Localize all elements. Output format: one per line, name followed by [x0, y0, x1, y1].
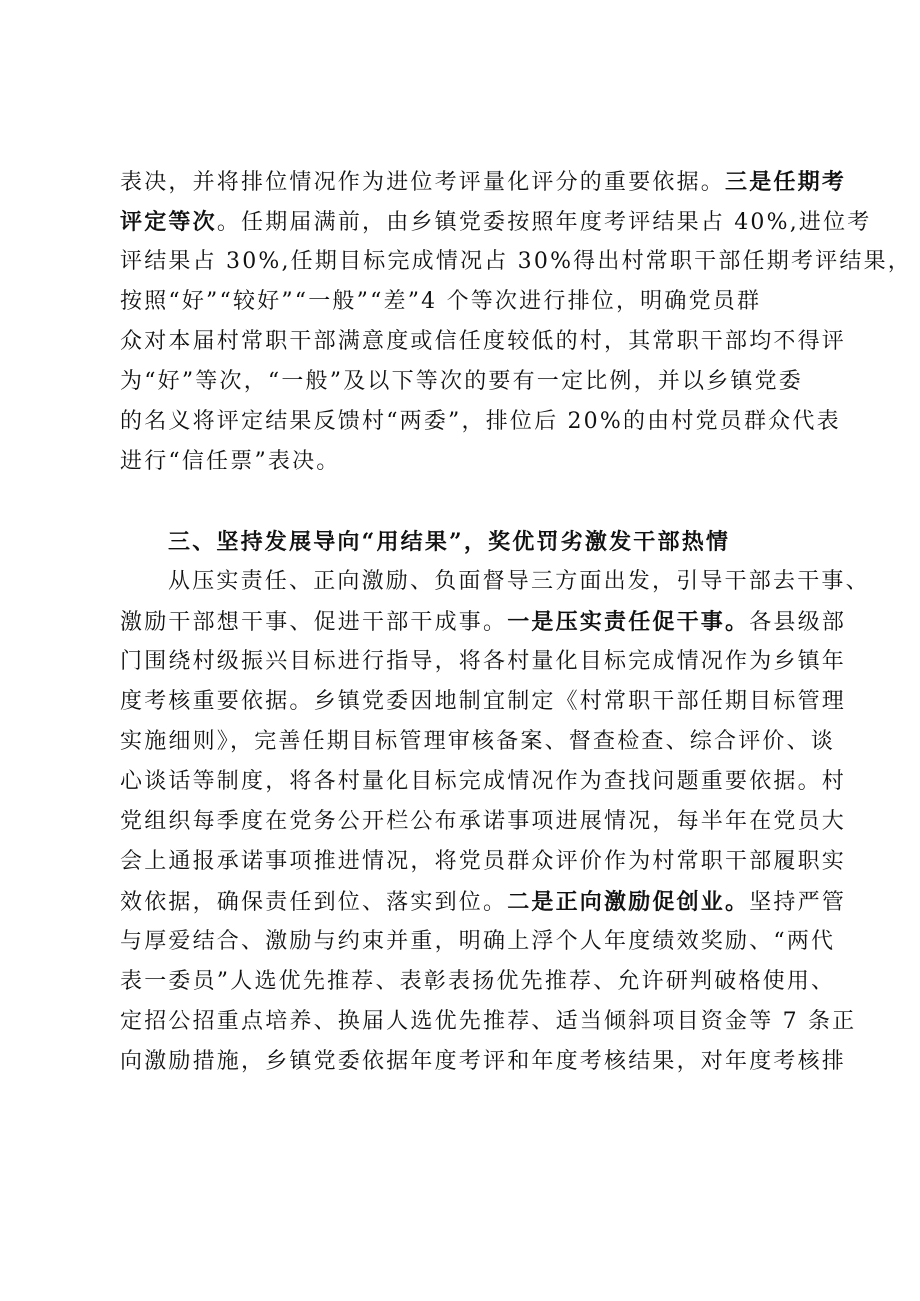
bold-run: 评定等次 — [120, 209, 217, 235]
text-line: 实施细则》，完善任期目标管理审核备案、督查检查、综合评价、谈 — [120, 729, 836, 754]
text-line — [120, 602, 847, 642]
bold-run: 二是正向激励促创业。 — [507, 889, 750, 915]
text-run: 。任期届满前，由乡镇党委按照年度考评结果占 40%,进位考 — [216, 210, 872, 235]
bold-run: 一是压实责任促干事。 — [507, 609, 750, 635]
text-line: 从压实责任、正向激励、负面督导三方面出发，引导干部去干事、 — [168, 569, 870, 594]
text-run: 各县级部 — [749, 610, 847, 635]
text-line: 按照“好”“较好”“一般”“差”4 个等次进行排位，明确党员群 — [120, 289, 762, 314]
text-line — [120, 882, 847, 922]
text-line: 的名义将评定结果反馈村“两委”，排位后 20%的由村党员群众代表 — [120, 409, 841, 434]
text-line: 与厚爱结合、激励与约束并重，明确上浮个人年度绩效奖励、“两代 — [120, 929, 836, 954]
text-line: 定招公招重点培养、换届人选优先推荐、适当倾斜项目资金等 7 条正 — [120, 1009, 857, 1034]
text-run: 效依据，确保责任到位、落实到位。 — [120, 890, 508, 915]
text-line — [120, 202, 872, 242]
bold-run: 三是任期考 — [725, 169, 847, 195]
text-run: 表决，并将排位情况作为进位考评量化评分的重要依据。 — [120, 170, 726, 195]
text-line: 门围绕村级振兴目标进行指导，将各村量化目标完成情况作为乡镇年 — [120, 649, 847, 674]
text-line — [120, 162, 847, 202]
text-line: 进行“信任票”表决。 — [120, 449, 341, 474]
paragraph-term-evaluation — [120, 162, 912, 482]
text-line: 评结果占 30%,任期目标完成情况占 30%得出村常职干部任期考评结果， — [120, 249, 912, 274]
text-line: 心谈话等制度，将各村量化目标完成情况作为查找问题重要依据。村 — [120, 769, 847, 794]
text-line: 度考核重要依据。乡镇党委因地制宜制定《村常职干部任期目标管理 — [120, 689, 847, 714]
text-line: 众对本届村常职干部满意度或信任度较低的村，其常职干部均不得评 — [120, 329, 847, 354]
text-line: 党组织每季度在党务公开栏公布承诺事项进展情况，每半年在党员大 — [120, 809, 847, 834]
text-line: 表一委员”人选优先推荐、表彰表扬优先推荐、允许研判破格使用、 — [120, 969, 836, 994]
section-heading: 三、坚持发展导向“用结果”，奖优罚劣激发干部热情 — [168, 529, 731, 555]
text-line: 会上通报承诺事项推进情况，将党员群众评价作为村常职干部履职实 — [120, 849, 847, 874]
section-heading-3-block — [120, 522, 822, 562]
text-line: 为“好”等次，“一般”及以下等次的要有一定比例，并以乡镇党委 — [120, 369, 803, 394]
text-line: 向激励措施，乡镇党委依据年度考评和年度考核结果，对年度考核排 — [120, 1049, 847, 1074]
paragraph-incentives — [120, 562, 870, 1082]
text-run: 坚持严管 — [749, 890, 847, 915]
text-run: 激励干部想干事、促进干部干成事。 — [120, 610, 508, 635]
